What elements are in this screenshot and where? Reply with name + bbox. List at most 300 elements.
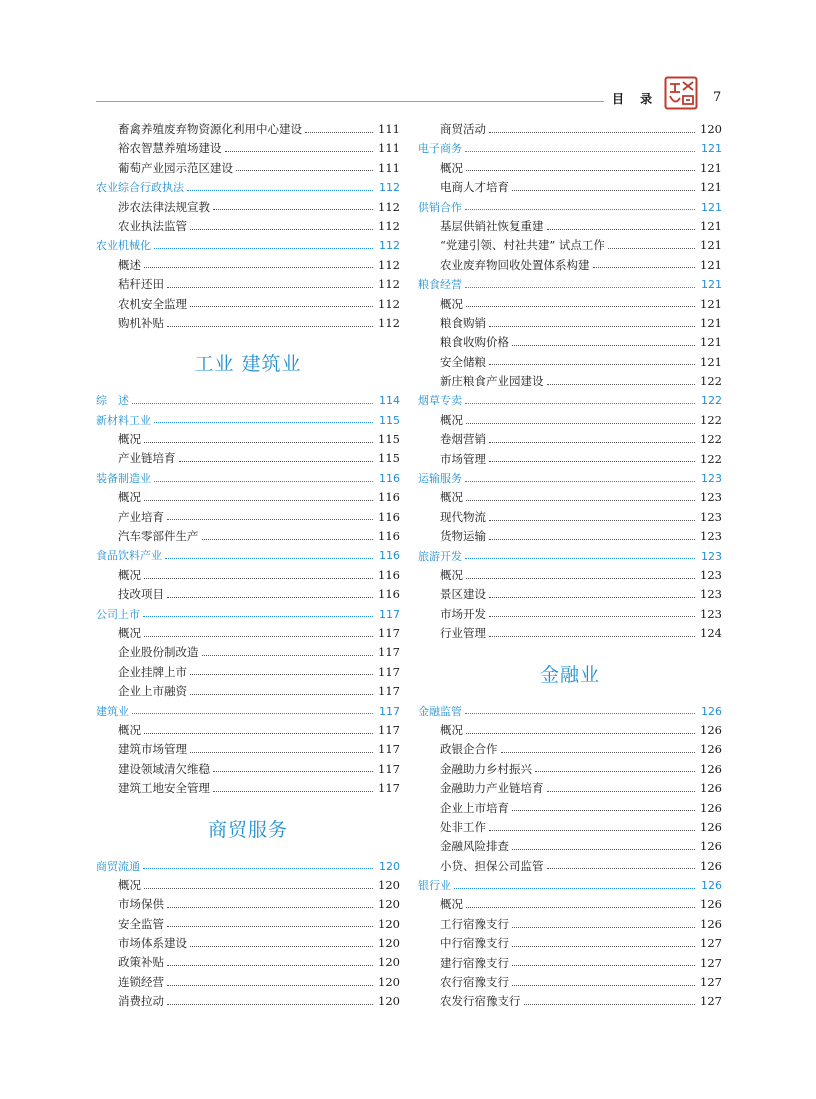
- toc-entry-label: 畜禽养殖废弃物资源化利用中心建设: [118, 122, 302, 136]
- toc-page-number: 115: [378, 451, 400, 466]
- toc-page-number: 120: [700, 122, 722, 136]
- toc-page-number: 117: [378, 684, 400, 699]
- toc-entry-label: 电商人才培育: [440, 180, 509, 195]
- toc-category-entry[interactable]: [418, 391, 722, 410]
- dot-leader: [547, 229, 696, 230]
- toc-page-number: 116: [379, 549, 400, 563]
- toc-entry-label: 基层供销社恢复重建: [440, 218, 544, 233]
- toc-page-number: 126: [701, 879, 722, 893]
- toc-entry-label: 汽车零部件生产: [118, 529, 199, 544]
- toc-entry[interactable]: [96, 663, 400, 682]
- toc-entry[interactable]: [418, 760, 722, 779]
- toc-entry[interactable]: [418, 721, 722, 740]
- toc-entry[interactable]: [418, 740, 722, 759]
- toc-entry-label: 食品饮料产业: [96, 549, 162, 563]
- toc-entry[interactable]: [96, 120, 400, 139]
- header-title: 目 录: [612, 92, 659, 106]
- toc-page-number: 121: [700, 315, 722, 330]
- toc-entry-label: 建筑业: [96, 704, 129, 718]
- toc-entry-label: 葡萄产业园示范区建设: [118, 160, 233, 175]
- toc-entry-label: 概况: [440, 160, 463, 175]
- toc-entry-label: 农业废弃物回收处置体系构建: [440, 257, 590, 272]
- toc-category-entry[interactable]: [418, 275, 722, 294]
- toc-page-number: 127: [700, 975, 722, 990]
- dot-leader: [489, 597, 695, 598]
- dot-leader: [305, 132, 373, 133]
- toc-entry-label: 概况: [118, 567, 141, 582]
- toc-entry[interactable]: [418, 857, 722, 876]
- dot-leader: [167, 926, 373, 927]
- dot-leader: [165, 558, 373, 559]
- page-number: 7: [713, 90, 722, 105]
- toc-entry-label: 技改项目: [118, 587, 164, 602]
- toc-page-number: 123: [700, 490, 722, 505]
- toc-entry-label: 概况: [440, 722, 463, 737]
- toc-page-number: 122: [700, 451, 722, 466]
- toc-entry[interactable]: [418, 973, 722, 992]
- toc-entry-label: 产业链培育: [118, 451, 176, 466]
- toc-category-entry[interactable]: [96, 391, 400, 410]
- dot-leader: [167, 965, 373, 966]
- toc-entry-label: 建行宿豫支行: [440, 955, 509, 970]
- toc-entry-label: 农机安全监理: [118, 296, 187, 311]
- dot-leader: [466, 170, 695, 171]
- toc-page-number: 112: [378, 296, 400, 311]
- toc-entry[interactable]: [96, 953, 400, 972]
- dot-leader: [489, 636, 695, 637]
- toc-page-number: 121: [700, 354, 722, 369]
- toc-entry[interactable]: [96, 915, 400, 934]
- toc-entry-label: 电子商务: [418, 142, 462, 156]
- toc-block: [418, 120, 722, 644]
- dot-leader: [465, 403, 695, 404]
- toc-entry[interactable]: [418, 256, 722, 275]
- toc-entry[interactable]: [418, 178, 722, 197]
- toc-category-entry[interactable]: [418, 876, 722, 895]
- toc-page-number: 112: [379, 239, 400, 253]
- toc-entry-label: 市场开发: [440, 606, 486, 621]
- dot-leader: [167, 519, 373, 520]
- section-heading-commerce: 商贸服务: [207, 818, 288, 841]
- dot-leader: [202, 655, 374, 656]
- toc-page-number: 112: [378, 257, 400, 272]
- dot-leader: [501, 752, 696, 753]
- toc-entry-label: 银行业: [418, 879, 451, 893]
- dot-leader: [213, 209, 373, 210]
- dot-leader: [489, 830, 695, 831]
- dot-leader: [190, 229, 373, 230]
- dot-leader: [512, 190, 695, 191]
- toc-page-number: 126: [700, 897, 722, 912]
- toc-entry-label: 企业上市融资: [118, 684, 187, 699]
- toc-entry-label: 旅游开发: [418, 549, 462, 563]
- toc-page-number: 116: [378, 529, 400, 544]
- toc-entry[interactable]: [418, 353, 722, 372]
- toc-entry[interactable]: [96, 275, 400, 294]
- dot-leader: [154, 481, 373, 482]
- dot-leader: [512, 345, 695, 346]
- toc-page-number: 117: [378, 722, 400, 737]
- toc-entry-label: 农业机械化: [96, 239, 151, 253]
- toc-entry[interactable]: [96, 488, 400, 507]
- toc-entry-label: 农行宿豫支行: [440, 975, 509, 990]
- toc-entry-label: 粮食收购价格: [440, 335, 509, 350]
- toc-page-number: 121: [701, 278, 722, 292]
- toc-page-number: 111: [378, 160, 400, 175]
- toc-entry[interactable]: [418, 217, 722, 236]
- dot-leader: [190, 694, 373, 695]
- dot-leader: [225, 151, 374, 152]
- toc-entry-label: 卷烟营销: [440, 432, 486, 447]
- toc-page-number: 117: [378, 761, 400, 776]
- toc-entry-label: 概况: [118, 432, 141, 447]
- toc-entry-label: 农业执法监管: [118, 218, 187, 233]
- toc-page-number: 112: [378, 315, 400, 330]
- toc-page-number: 111: [378, 122, 400, 136]
- toc-entry[interactable]: [418, 333, 722, 352]
- dot-leader: [524, 1004, 696, 1005]
- toc-entry-label: 运输服务: [418, 472, 462, 486]
- toc-entry[interactable]: [418, 159, 722, 178]
- toc-entry-label: 安全监管: [118, 916, 164, 931]
- toc-entry[interactable]: [96, 624, 400, 643]
- seal-stamp-icon: [664, 76, 698, 110]
- toc-page-number: 112: [378, 218, 400, 233]
- toc-entry-label: 工行宿豫支行: [440, 916, 509, 931]
- toc-entry-label: 建筑工地安全管理: [118, 781, 210, 796]
- toc-page-number: 112: [379, 181, 400, 195]
- section-heading-finance: 金融业: [539, 663, 600, 686]
- toc-entry-label: 裕农智慧养殖场建设: [118, 141, 222, 156]
- toc-entry[interactable]: [96, 973, 400, 992]
- toc-block: [418, 702, 722, 1012]
- toc-entry[interactable]: [418, 411, 722, 430]
- toc-page-number: 120: [378, 936, 400, 951]
- toc-entry[interactable]: [96, 159, 400, 178]
- toc-entry[interactable]: [96, 760, 400, 779]
- toc-entry-label: 中行宿豫支行: [440, 936, 509, 951]
- toc-page-number: 116: [378, 567, 400, 582]
- dot-leader: [466, 423, 695, 424]
- toc-entry-label: 概况: [440, 897, 463, 912]
- toc-entry-label: 涉农法律法规宣教: [118, 199, 210, 214]
- toc-category-entry[interactable]: [96, 411, 400, 430]
- toc-category-entry[interactable]: [418, 547, 722, 566]
- dot-leader: [132, 713, 373, 714]
- toc-entry[interactable]: [96, 139, 400, 158]
- dot-leader: [489, 520, 695, 521]
- toc-entry[interactable]: [418, 992, 722, 1011]
- toc-page-number: 126: [700, 858, 722, 873]
- toc-entry[interactable]: [418, 120, 722, 139]
- dot-leader: [593, 267, 696, 268]
- dot-leader: [144, 636, 373, 637]
- dot-leader: [489, 442, 695, 443]
- toc-category-entry[interactable]: [96, 469, 400, 488]
- toc-page-number: 121: [701, 200, 722, 214]
- toc-page-number: 115: [378, 432, 400, 447]
- toc-page-number: 123: [700, 509, 722, 524]
- toc-page-number: 122: [701, 394, 722, 408]
- dot-leader: [213, 791, 373, 792]
- dot-leader: [608, 248, 695, 249]
- toc-category-entry[interactable]: [418, 469, 722, 488]
- toc-entry-label: 概况: [118, 722, 141, 737]
- toc-entry-label: 概况: [440, 490, 463, 505]
- dot-leader: [154, 422, 373, 423]
- toc-page-number: 117: [378, 645, 400, 660]
- toc-page-number: 121: [700, 238, 722, 253]
- toc-entry-label: 处非工作: [440, 819, 486, 834]
- dot-leader: [512, 927, 695, 928]
- dot-leader: [144, 500, 373, 501]
- toc-page-number: 126: [701, 704, 722, 718]
- toc-entry[interactable]: [418, 605, 722, 624]
- dot-leader: [144, 733, 373, 734]
- dot-leader: [466, 500, 695, 501]
- toc-entry-label: 企业挂牌上市: [118, 664, 187, 679]
- toc-entry[interactable]: [96, 934, 400, 953]
- toc-page-number: 127: [700, 955, 722, 970]
- dot-leader: [167, 1004, 373, 1005]
- dot-leader: [489, 364, 695, 365]
- toc-entry-label: 消费拉动: [118, 994, 164, 1009]
- dot-leader: [143, 616, 373, 617]
- dot-leader: [144, 442, 373, 443]
- dot-leader: [179, 461, 374, 462]
- dot-leader: [167, 597, 373, 598]
- dot-leader: [489, 616, 695, 617]
- toc-entry[interactable]: [96, 876, 400, 895]
- dot-leader: [512, 849, 695, 850]
- toc-entry-label: 货物运输: [440, 529, 486, 544]
- dot-leader: [547, 384, 696, 385]
- toc-category-entry[interactable]: [96, 605, 400, 624]
- toc-entry[interactable]: [418, 430, 722, 449]
- toc-entry-label: 市场管理: [440, 451, 486, 466]
- toc-page-number: 126: [700, 742, 722, 757]
- dot-leader: [489, 326, 695, 327]
- dot-leader: [465, 713, 695, 714]
- toc-entry-label: 行业管理: [440, 626, 486, 641]
- toc-entry[interactable]: [418, 915, 722, 934]
- toc-entry[interactable]: [418, 818, 722, 837]
- toc-entry[interactable]: [96, 449, 400, 468]
- toc-entry[interactable]: [96, 430, 400, 449]
- toc-entry-label: 金融助力乡村振兴: [440, 761, 532, 776]
- toc-category-entry[interactable]: [96, 702, 400, 721]
- toc-entry-label: 秸秆还田: [118, 277, 164, 292]
- toc-entry-label: 综 述: [96, 394, 129, 408]
- toc-entry[interactable]: [96, 992, 400, 1011]
- section-heading-industry: 工业 建筑业: [194, 353, 302, 376]
- toc-entry-label: 概况: [118, 490, 141, 505]
- toc-page-number: 121: [700, 180, 722, 195]
- toc-page-number: 115: [379, 413, 400, 427]
- dot-leader: [547, 868, 696, 869]
- toc-page-number: 123: [700, 529, 722, 544]
- toc-page-number: 120: [378, 916, 400, 931]
- toc-entry[interactable]: [418, 236, 722, 255]
- toc-entry-label: 公司上市: [96, 607, 140, 621]
- toc-entry[interactable]: [96, 566, 400, 585]
- toc-entry[interactable]: [96, 527, 400, 546]
- toc-page-number: 127: [700, 994, 722, 1009]
- toc-entry[interactable]: [418, 372, 722, 391]
- toc-page-number: 117: [378, 625, 400, 640]
- toc-entry[interactable]: [418, 799, 722, 818]
- toc-entry[interactable]: [96, 585, 400, 604]
- dot-leader: [167, 985, 373, 986]
- toc-entry-label: 建设领域清欠维稳: [118, 761, 210, 776]
- toc-page-number: 120: [378, 955, 400, 970]
- toc-category-entry[interactable]: [96, 857, 400, 876]
- toc-entry[interactable]: [418, 527, 722, 546]
- toc-block: [96, 391, 400, 798]
- dot-leader: [213, 771, 373, 772]
- dot-leader: [190, 674, 373, 675]
- dot-leader: [512, 965, 695, 966]
- toc-page-number: 121: [700, 160, 722, 175]
- toc-entry[interactable]: [96, 314, 400, 333]
- dot-leader: [187, 190, 373, 191]
- toc-entry[interactable]: [96, 643, 400, 662]
- toc-entry-label: 政银企合作: [440, 742, 498, 757]
- toc-entry-label: 烟草专卖: [418, 394, 462, 408]
- toc-entry[interactable]: [96, 217, 400, 236]
- toc-entry-label: 概述: [118, 257, 141, 272]
- toc-category-entry[interactable]: [418, 198, 722, 217]
- dot-leader: [465, 287, 695, 288]
- toc-right-column: [418, 120, 722, 1012]
- toc-entry[interactable]: [96, 256, 400, 275]
- toc-category-entry[interactable]: [418, 702, 722, 721]
- toc-page-number: 127: [700, 936, 722, 951]
- toc-entry-label: 现代物流: [440, 509, 486, 524]
- toc-page-number: 120: [378, 994, 400, 1009]
- dot-leader: [202, 539, 374, 540]
- toc-category-entry[interactable]: [418, 139, 722, 158]
- dot-leader: [489, 461, 695, 462]
- dot-leader: [466, 306, 695, 307]
- toc-page-number: 121: [700, 257, 722, 272]
- toc-page-number: 114: [379, 394, 400, 408]
- toc-entry-label: 概况: [440, 412, 463, 427]
- dot-leader: [489, 539, 695, 540]
- toc-entry-label: 金融助力产业链培育: [440, 781, 544, 796]
- toc-category-entry[interactable]: [96, 178, 400, 197]
- toc-entry-label: 购机补贴: [118, 315, 164, 330]
- toc-entry[interactable]: [418, 934, 722, 953]
- toc-entry[interactable]: [418, 566, 722, 585]
- toc-entry-label: 概况: [118, 877, 141, 892]
- toc-page-number: 112: [378, 277, 400, 292]
- dot-leader: [512, 946, 695, 947]
- toc-entry-label: 农业综合行政执法: [96, 181, 184, 195]
- toc-page-number: 121: [700, 218, 722, 233]
- dot-leader: [167, 287, 373, 288]
- toc-entry[interactable]: [418, 450, 722, 469]
- toc-page-number: 116: [378, 490, 400, 505]
- toc-category-entry[interactable]: [96, 236, 400, 255]
- dot-leader: [535, 771, 695, 772]
- toc-entry[interactable]: [96, 895, 400, 914]
- toc-entry-label: 企业上市培育: [440, 800, 509, 815]
- toc-entry[interactable]: [418, 585, 722, 604]
- toc-page-number: 116: [379, 471, 400, 485]
- toc-entry-label: 产业培育: [118, 509, 164, 524]
- toc-entry-label: 安全储粮: [440, 354, 486, 369]
- toc-entry[interactable]: [418, 295, 722, 314]
- toc-entry[interactable]: [418, 314, 722, 333]
- toc-entry[interactable]: [96, 779, 400, 798]
- toc-entry[interactable]: [96, 508, 400, 527]
- toc-entry-label: 农发行宿豫支行: [440, 994, 521, 1009]
- toc-entry[interactable]: [96, 198, 400, 217]
- dot-leader: [465, 558, 695, 559]
- dot-leader: [466, 578, 695, 579]
- header-rule: [96, 101, 604, 102]
- toc-entry[interactable]: [418, 779, 722, 798]
- toc-page-number: 122: [700, 374, 722, 389]
- toc-entry-label: 新材料工业: [96, 413, 151, 427]
- toc-page-number: 126: [700, 839, 722, 854]
- toc-entry-label: 概况: [440, 296, 463, 311]
- toc-entry[interactable]: [418, 624, 722, 643]
- dot-leader: [512, 810, 695, 811]
- dot-leader: [144, 267, 373, 268]
- toc-page-number: 112: [378, 199, 400, 214]
- toc-page-number: 122: [700, 432, 722, 447]
- dot-leader: [167, 326, 373, 327]
- toc-page-number: 123: [700, 606, 722, 621]
- toc-page-number: 116: [378, 587, 400, 602]
- dot-leader: [190, 752, 373, 753]
- toc-entry-label: 景区建设: [440, 587, 486, 602]
- toc-entry-label: 金融风险排查: [440, 839, 509, 854]
- toc-page-number: 120: [378, 877, 400, 892]
- toc-page-number: 117: [379, 704, 400, 718]
- toc-page-number: 117: [379, 607, 400, 621]
- toc-page-number: 116: [378, 509, 400, 524]
- toc-entry[interactable]: [418, 508, 722, 527]
- toc-entry-label: 市场保供: [118, 897, 164, 912]
- toc-entry-label: 粮食购销: [440, 315, 486, 330]
- toc-entry[interactable]: [418, 954, 722, 973]
- toc-entry[interactable]: [418, 488, 722, 507]
- toc-page-number: 120: [378, 974, 400, 989]
- toc-page-number: 111: [378, 141, 400, 156]
- dot-leader: [454, 888, 695, 889]
- toc-entry[interactable]: [96, 740, 400, 759]
- dot-leader: [167, 907, 373, 908]
- toc-category-entry[interactable]: [96, 546, 400, 565]
- toc-entry-label: 企业股份制改造: [118, 645, 199, 660]
- toc-entry-label: “党建引领、村社共建” 试点工作: [440, 238, 605, 253]
- toc-entry[interactable]: [96, 682, 400, 701]
- toc-entry[interactable]: [96, 295, 400, 314]
- toc-page-number: 117: [378, 742, 400, 757]
- toc-entry[interactable]: [418, 837, 722, 856]
- dot-leader: [489, 132, 695, 133]
- toc-entry-label: 连锁经营: [118, 974, 164, 989]
- toc-page-number: 120: [378, 897, 400, 912]
- toc-page-number: 120: [379, 859, 400, 873]
- toc-entry[interactable]: [418, 895, 722, 914]
- toc-entry[interactable]: [96, 721, 400, 740]
- toc-page-number: 117: [378, 781, 400, 796]
- toc-page-number: 126: [700, 819, 722, 834]
